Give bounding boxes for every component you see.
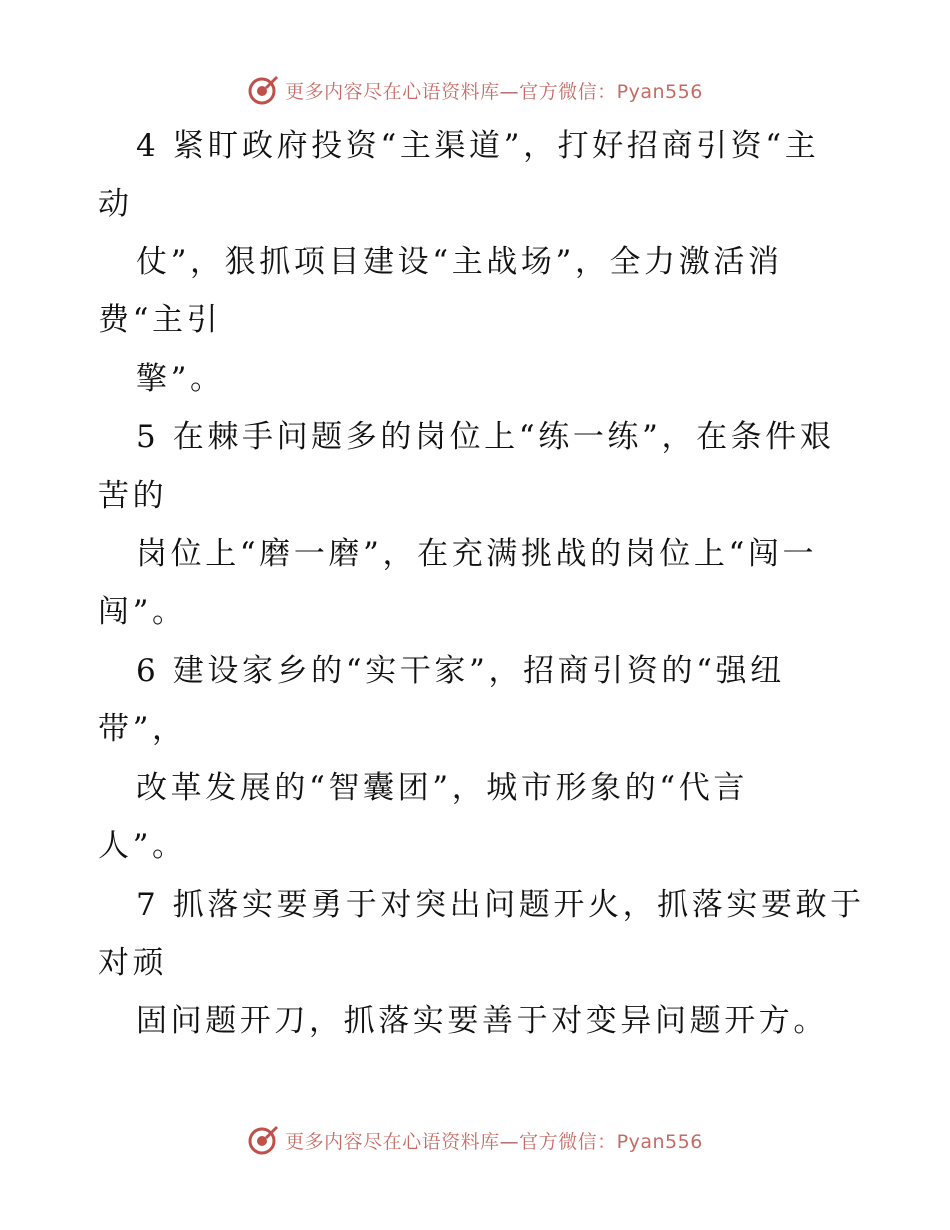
paragraph-line: 动	[98, 186, 133, 222]
footer-banner	[0, 1120, 950, 1160]
paragraph-line: 5 在棘手问题多的岗位上“练一练”，在条件艰	[136, 419, 835, 455]
paragraph-line: 4 紧盯政府投资“主渠道”，打好招商引资“主	[136, 128, 820, 164]
paragraph-line: 擎”。	[136, 361, 225, 397]
banner-text: 更多内容尽在心语资料库—官方微信：Pyan556	[285, 1130, 703, 1153]
paragraph-line: 改革发展的“智囊团”，城市形象的“代言	[136, 770, 748, 806]
pen-logo-icon	[247, 74, 279, 106]
paragraph-line: 6 建设家乡的“实干家”，招商引资的“强纽	[136, 653, 785, 689]
paragraph-line: 带”，	[98, 711, 187, 747]
banner-text: 更多内容尽在心语资料库—官方微信：Pyan556	[285, 80, 703, 103]
paragraph-line: 对顽	[98, 945, 168, 981]
paragraph-line: 岗位上“磨一磨”，在充满挑战的岗位上“闯一	[136, 536, 818, 572]
paragraph-line: 7 抓落实要勇于对突出问题开火，抓落实要敢于	[136, 887, 865, 923]
paragraph-line: 闯”。	[98, 594, 187, 630]
paragraph-line: 费“主引	[98, 302, 222, 338]
paragraph-line: 人”。	[98, 828, 187, 864]
pen-logo-icon	[247, 1124, 279, 1156]
header-banner	[0, 70, 950, 110]
paragraph-line: 固问题开刀，抓落实要善于对变异问题开方。	[136, 1003, 828, 1039]
paragraph-line: 仗”，狠抓项目建设“主战场”，全力激活消	[136, 244, 783, 280]
paragraph-line: 苦的	[98, 478, 168, 514]
